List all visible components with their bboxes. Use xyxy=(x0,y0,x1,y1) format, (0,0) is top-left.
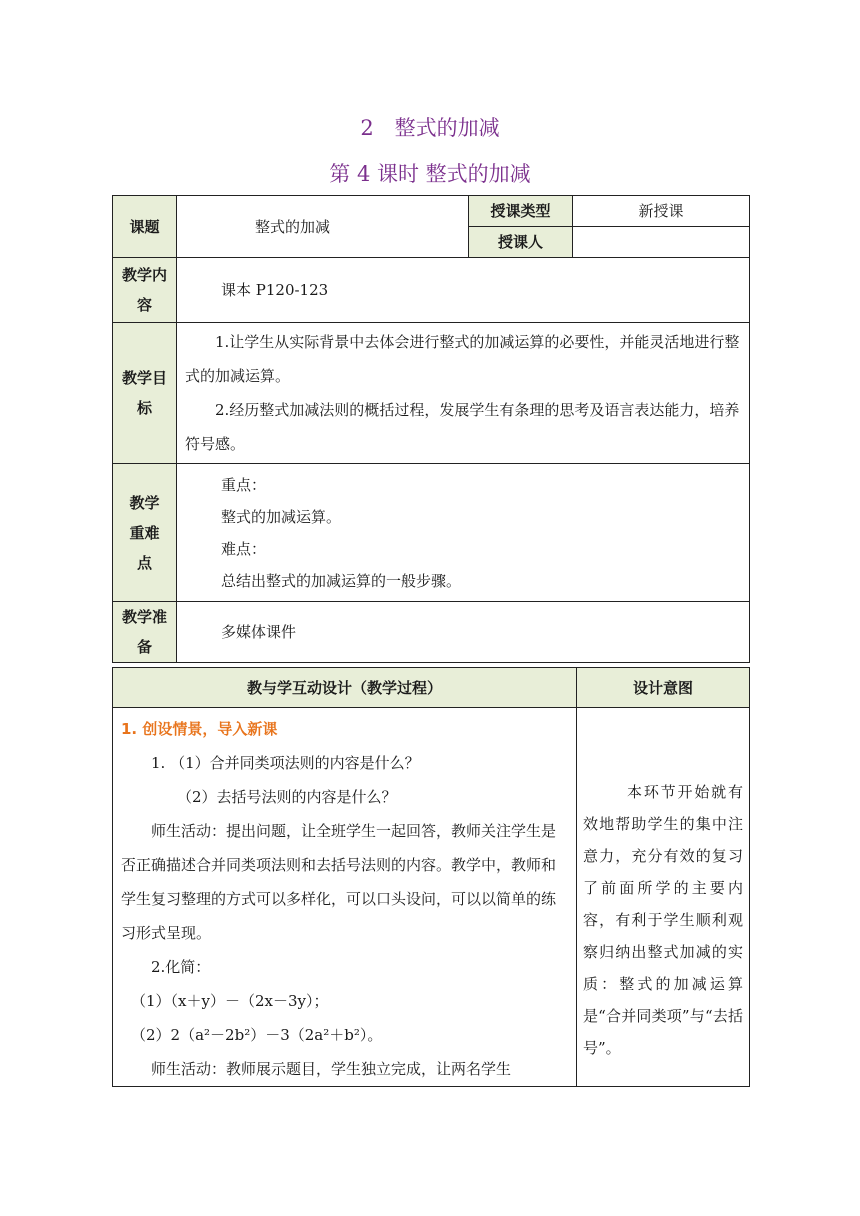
key-points-label: 教学重难点 xyxy=(113,464,177,602)
intent-header: 设计意图 xyxy=(577,668,750,708)
process-line: 师生活动：教师展示题目，学生独立完成，让两名学生 xyxy=(151,1060,512,1078)
process-header: 教与学互动设计（教学过程） xyxy=(113,668,577,708)
process-line: （2）去括号法则的内容是什么？ xyxy=(177,788,397,806)
prep-label: 教学准备 xyxy=(113,602,177,663)
goals-cell xyxy=(177,323,750,464)
process-line: 师生活动：提出问题，让全班学生一起回答，教师关注学生是否正确描述合并同类项法则和去括号法则的内容。教学中，教师和学生复习整理的方式可以多样化，可以口头设问，可以以简单的练习形式呈现。 xyxy=(121,822,557,942)
content-value: 课本 P120-123 xyxy=(177,258,750,323)
section-title: 1. 创设情景，导入新课 xyxy=(121,720,278,738)
process-table xyxy=(112,667,750,1087)
type-value: 新授课 xyxy=(573,196,750,227)
type-label: 授课类型 xyxy=(469,196,573,227)
process-line: 2.化简： xyxy=(151,958,211,976)
process-line: （1）（x＋y）－（2x－3y）； xyxy=(131,992,329,1010)
lesson-title: 第 4 课时 整式的加减 xyxy=(329,162,531,186)
process-line: 1. （1）合并同类项法则的内容是什么？ xyxy=(151,754,420,772)
chapter-title: 2 整式的加减 xyxy=(360,116,500,140)
goals-label: 教学目标 xyxy=(113,323,177,464)
key-line: 整式的加减运算。 xyxy=(221,507,342,526)
key-points-cell xyxy=(177,464,750,602)
intent-text: 本环节开始就有效地帮助学生的集中注意力，充分有效的复习了前面所学的主要内容，有利于学生顺利观察归纳出整式加减的实质：整式的加减运算是“合并同类项”与“去括号”。 xyxy=(577,708,750,1087)
topic-value: 整式的加减 xyxy=(177,196,469,258)
prep-value: 多媒体课件 xyxy=(177,602,750,663)
goal-item: 1.让学生从实际背景中去体会进行整式的加减运算的必要性，并能灵活地进行整式的加减运算。 xyxy=(185,333,740,385)
content-label: 教学内容 xyxy=(113,258,177,323)
lesson-info-table xyxy=(112,195,750,663)
teacher-label: 授课人 xyxy=(469,227,573,258)
teacher-value xyxy=(573,227,750,258)
topic-label: 课题 xyxy=(113,196,177,258)
goal-item: 2.经历整式加减法则的概括过程，发展学生有条理的思考及语言表达能力，培养符号感。 xyxy=(185,401,740,453)
key-line: 难点： xyxy=(221,539,267,558)
key-line: 重点： xyxy=(221,475,267,494)
process-line: （2）2（a²－2b²）－3（2a²＋b²）。 xyxy=(131,1026,383,1044)
process-body xyxy=(113,708,577,1087)
key-line: 总结出整式的加减运算的一般步骤。 xyxy=(221,571,462,590)
